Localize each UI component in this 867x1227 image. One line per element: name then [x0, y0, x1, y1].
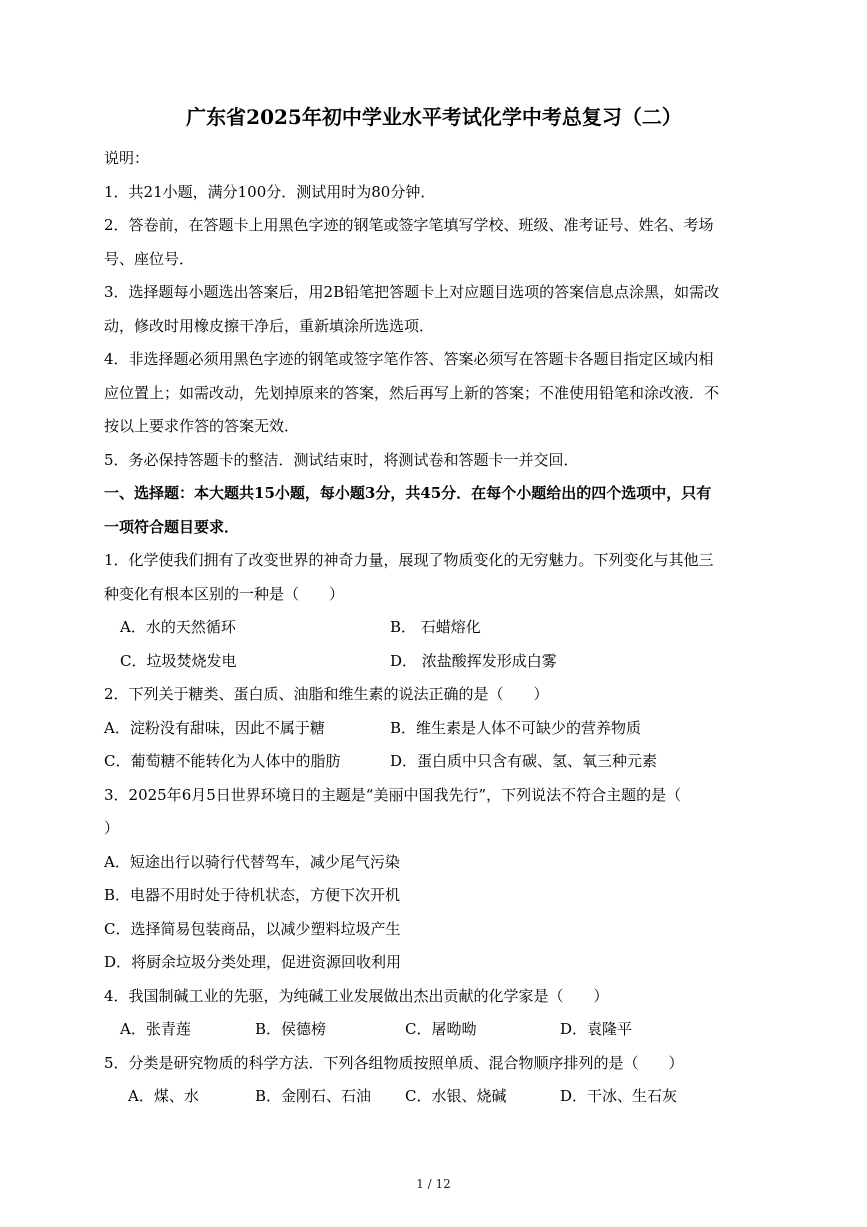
- option-c: C．水银、烧碱: [405, 1087, 507, 1105]
- option-a: A．短途出行以骑行代替驾车，减少尾气污染: [104, 852, 400, 871]
- option-d: D．将厨余垃圾分类处理，促进资源回收利用: [104, 953, 402, 971]
- option-b: B．电器不用时处于待机状态，方便下次开机: [104, 886, 401, 904]
- option-a: A．淀粉没有甜味，因此不属于糖: [104, 718, 325, 737]
- option-d: D．蛋白质中只含有碳、氢、氧三种元素: [390, 752, 658, 770]
- question-4-options-row: [104, 1013, 764, 1047]
- question-1-stem: 种变化有根本区别的一种是（ ）: [104, 584, 345, 603]
- option-b: B． 石蜡熔化: [390, 618, 481, 636]
- option-a: A．张青莲: [120, 1020, 191, 1038]
- option-d: D． 浓盐酸挥发形成白雾: [390, 651, 557, 670]
- instruction-line: 4．非选择题必须用黑色字迹的钢笔或签字笔作答、答案必须写在答题卡各题目指定区域内相: [104, 350, 714, 368]
- option-b: B．维生素是人体不可缺少的营养物质: [390, 718, 642, 737]
- instruction-line: 按以上要求作答的答案无效．: [104, 417, 300, 435]
- option-a: A．煤、水: [128, 1087, 199, 1105]
- option-b: B．侯德榜: [255, 1020, 327, 1038]
- option-c: C．选择简易包装商品，以减少塑料垃圾产生: [104, 919, 401, 938]
- instruction-line: 5．务必保持答题卡的整洁．测试结束时，将测试卷和答题卡一并交回．: [104, 450, 579, 469]
- option-c: C．屠呦呦: [405, 1020, 477, 1038]
- question-5-options-row: [104, 1080, 764, 1114]
- question-4-stem: 4．我国制碱工业的先驱，为纯碱工业发展做出杰出贡献的化学家是（ ）: [104, 986, 609, 1005]
- option-a: A．水的天然循环: [120, 618, 236, 636]
- question-1-options-row: [104, 611, 764, 645]
- question-2-options-row: [104, 712, 764, 746]
- question-3-stem: ）: [104, 819, 120, 837]
- instruction-line: 3．选择题每小题选出答案后，用2B铅笔把答题卡上对应题目选项的答案信息点涂黑，如需改: [104, 283, 720, 301]
- option-c: C．葡萄糖不能转化为人体中的脂肪: [104, 752, 341, 770]
- question-1-options-row: [104, 645, 764, 679]
- question-1-stem: 1．化学使我们拥有了改变世界的神奇力量，展现了物质变化的无穷魅力。下列变化与其他三: [104, 551, 714, 569]
- instruction-line: 2．答卷前，在答题卡上用黑色字迹的钢笔或签字笔填写学校、班级、准考证号、姓名、考场: [104, 216, 714, 234]
- question-2-stem: 2．下列关于糖类、蛋白质、油脂和维生素的说法正确的是（ ）: [104, 685, 549, 703]
- instruction-line: 1．共21小题，满分100分．测试用时为80分钟．: [104, 182, 436, 201]
- option-b: B．金刚石、石油: [255, 1087, 372, 1105]
- question-2-options-row: [104, 745, 764, 779]
- page-title: 广东省2025年初中学业水平考试化学中考总复习（二）: [186, 105, 682, 129]
- option-c: C．垃圾焚烧发电: [120, 651, 237, 670]
- option-d: D．袁隆平: [560, 1020, 633, 1038]
- instructions-heading: 说明：: [104, 149, 150, 167]
- question-3-stem: 3．2025年6月5日世界环境日的主题是“美丽中国我先行”，下列说法不符合主题的是（: [104, 785, 682, 804]
- page-content: [104, 100, 764, 1114]
- option-d: D．干冰、生石灰: [560, 1087, 678, 1105]
- question-5-stem: 5．分类是研究物质的科学方法．下列各组物质按照单质、混合物顺序排列的是（ ）: [104, 1053, 684, 1072]
- instruction-line: 应位置上；如需改动，先划掉原来的答案，然后再写上新的答案；不准使用铅笔和涂改液．不: [104, 383, 720, 402]
- section-heading: 一项符合题目要求．: [104, 517, 240, 536]
- instruction-line: 动，修改时用橡皮擦干净后，重新填涂所选选项．: [104, 316, 435, 335]
- page-number: 1 / 12: [416, 1177, 451, 1191]
- instruction-line: 号、座位号．: [104, 249, 195, 268]
- section-heading: 一、选择题：本大题共15小题，每小题3分，共45分．在每个小题给出的四个选项中，只有: [104, 484, 712, 502]
